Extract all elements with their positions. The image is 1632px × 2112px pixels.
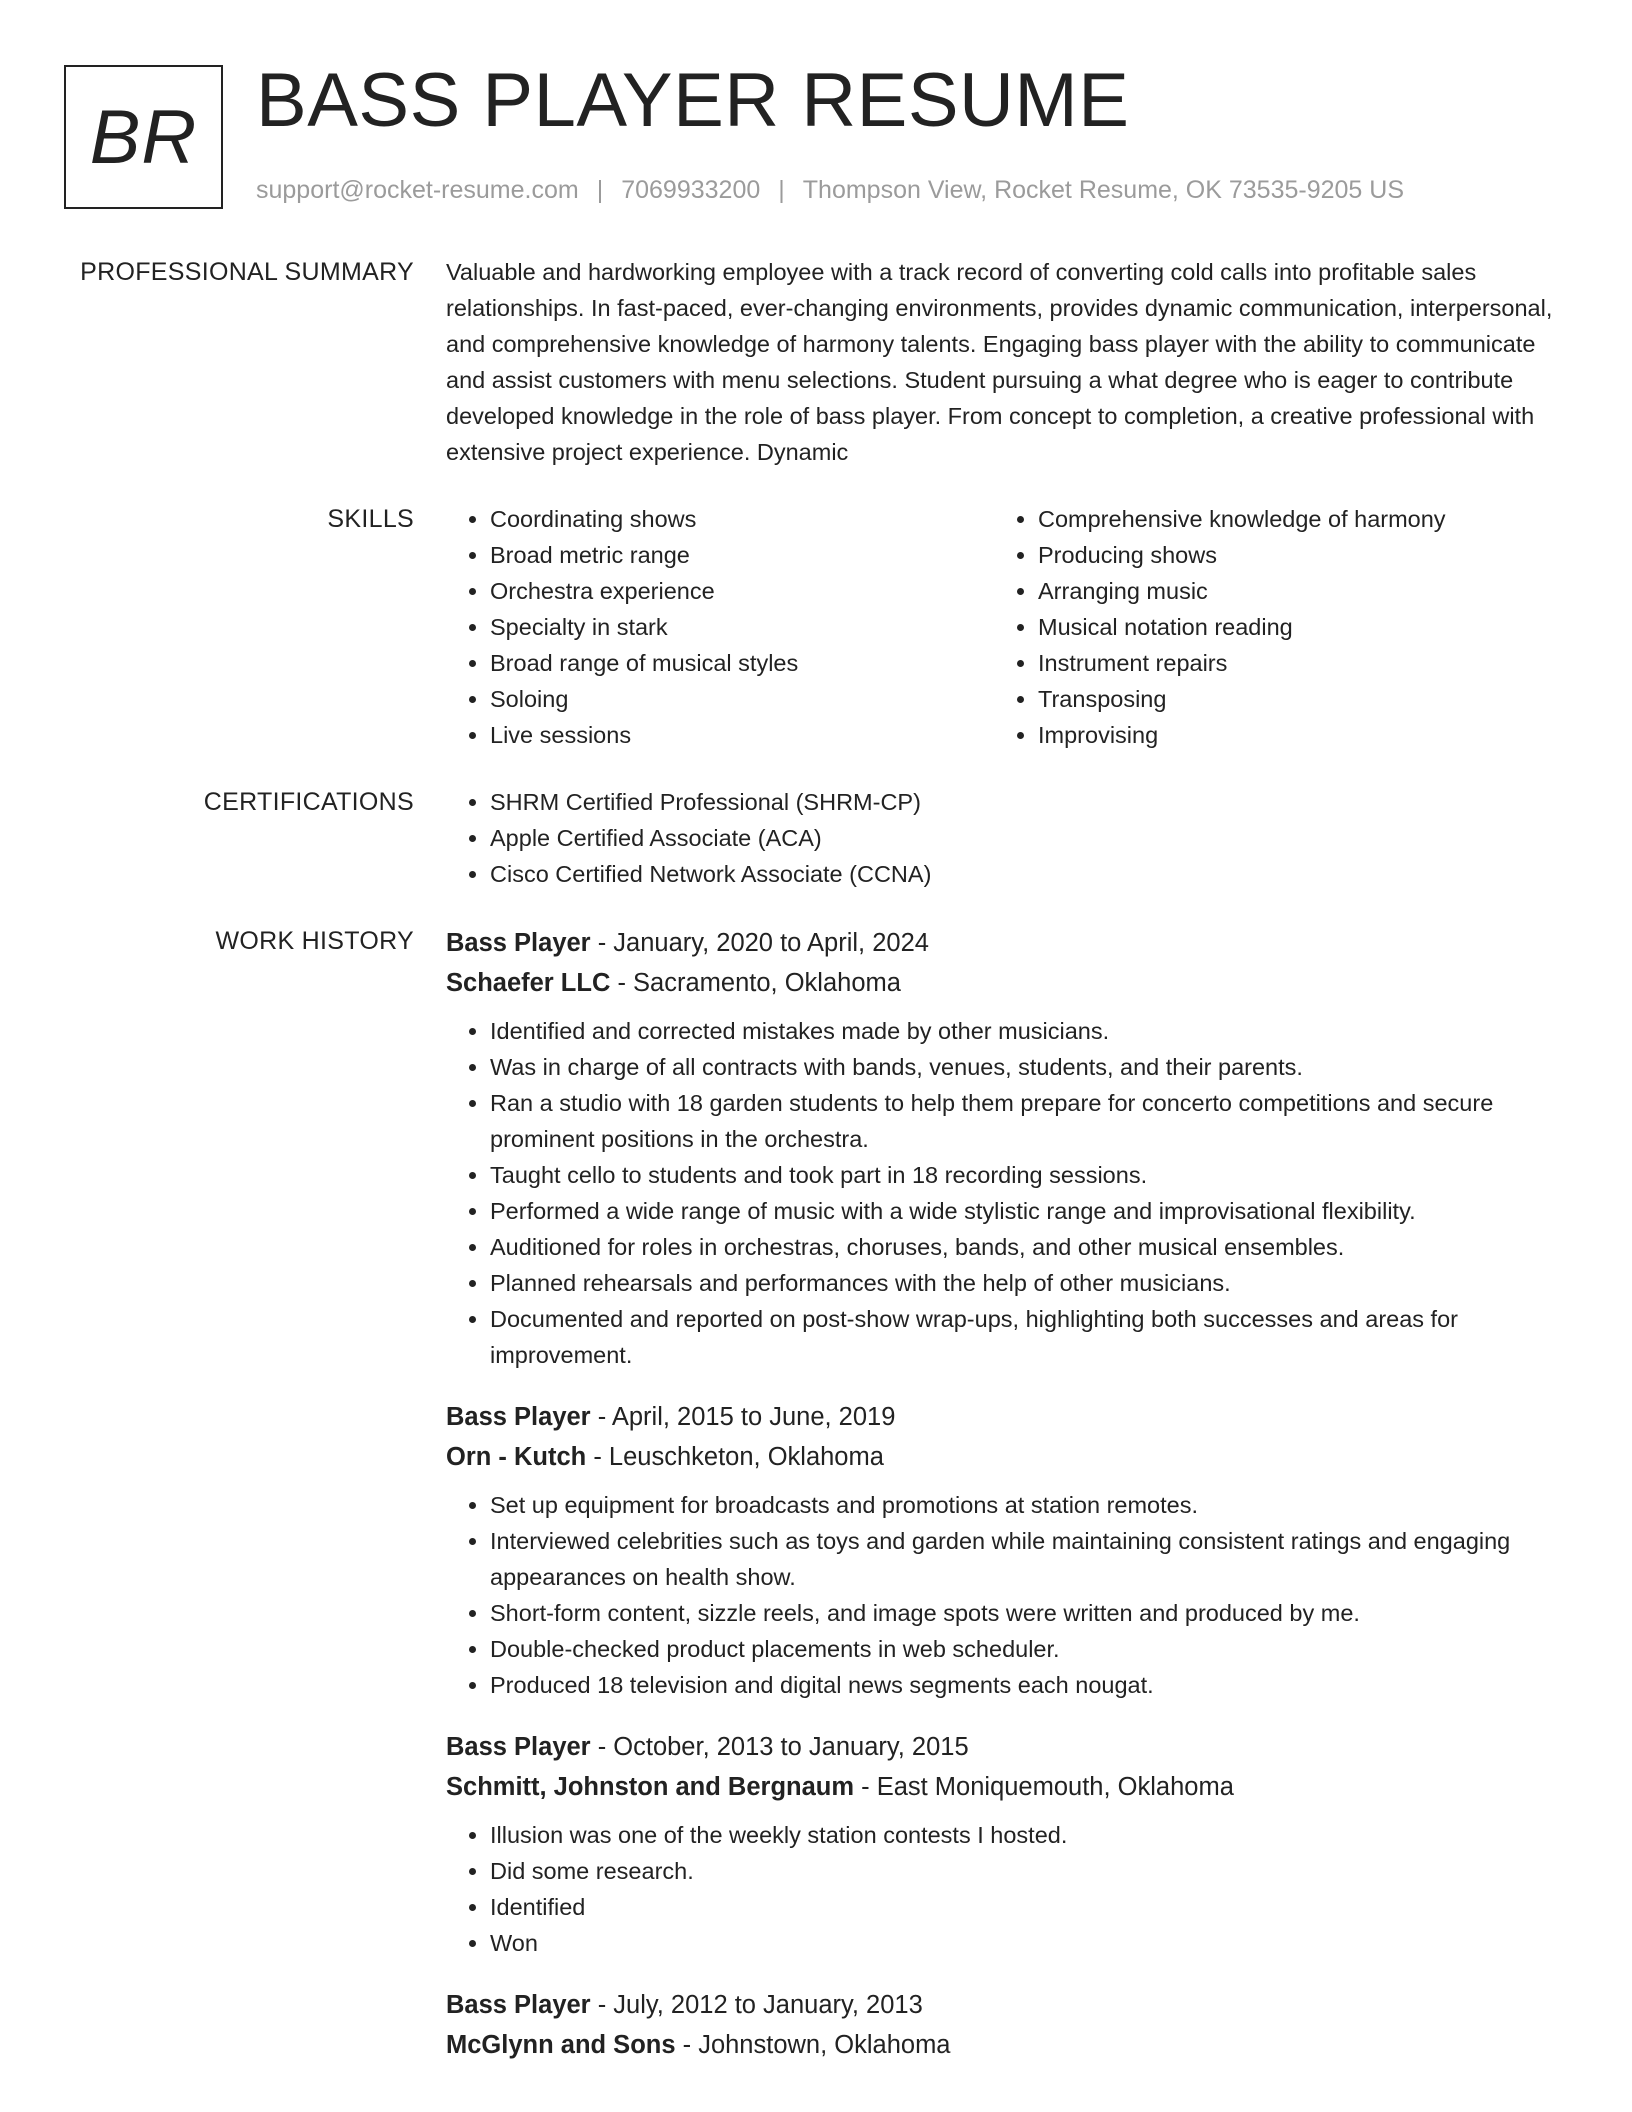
- job-location: - Sacramento, Oklahoma: [610, 969, 901, 997]
- job-company-line: [446, 963, 1556, 1003]
- list-item: • Musical notation reading: [1038, 609, 1542, 645]
- list-item: • Broad metric range: [490, 537, 994, 573]
- job-company-line: [446, 2025, 1556, 2065]
- job-title: Bass Player: [446, 929, 591, 957]
- list-item: • Arranging music: [1038, 573, 1542, 609]
- job-entry: [446, 1985, 1556, 2065]
- list-item: • Coordinating shows: [490, 501, 994, 537]
- list-item: • Producing shows: [1038, 537, 1542, 573]
- list-item: • Soloing: [490, 681, 994, 717]
- list-item: • Apple Certified Associate (ACA): [490, 820, 1556, 856]
- list-item: • Documented and reported on post-show wrap-ups, highlighting both successes and areas for improvement.: [490, 1301, 1556, 1373]
- monogram: BR: [64, 65, 223, 209]
- list-item: • Broad range of musical styles: [490, 645, 994, 681]
- list-item: • Improvising: [1038, 717, 1542, 753]
- list-item: • Produced 18 television and digital news segments each nougat.: [490, 1667, 1556, 1703]
- section-label: WORK HISTORY: [215, 927, 414, 955]
- address: Thompson View, Rocket Resume, OK 73535-9205 US: [802, 176, 1405, 204]
- summary-text: Valuable and hardworking employee with a track record of converting cold calls into profitable sales relationships. In fast-paced, ever-changing environments, provides dynamic communication, interpersonal, and comprehensive knowledge of harmony talents. Engaging bass player with the ability to communicate and assist customers with menu selections. Student pursuing a what degree who is eager to contribute developed knowledge in the role of bass player. From concept to completion, a creative professional with extensive project experience. Dynamic: [446, 259, 1553, 465]
- list-item: • Performed a wide range of music with a wide stylistic range and improvisational flexibility.: [490, 1193, 1556, 1229]
- work-history-section: [0, 923, 1632, 2089]
- summary-section: [0, 254, 1632, 470]
- list-item: • Won: [490, 1925, 1556, 1961]
- job-title-line: [446, 923, 1556, 963]
- work-history-list: [446, 923, 1556, 2089]
- skills-section: [0, 501, 1632, 753]
- job-title: Bass Player: [446, 1733, 591, 1761]
- list-item: • Orchestra experience: [490, 573, 994, 609]
- job-title-line: [446, 1985, 1556, 2025]
- section-label: PROFESSIONAL SUMMARY: [80, 258, 414, 286]
- list-item: • Identified: [490, 1889, 1556, 1925]
- job-location: - East Moniquemouth, Oklahoma: [854, 1773, 1234, 1801]
- list-item: • Cisco Certified Network Associate (CCNA): [490, 856, 1556, 892]
- list-item: • Live sessions: [490, 717, 994, 753]
- job-title: Bass Player: [446, 1403, 591, 1431]
- list-item: • Taught cello to students and took part in 18 recording sessions.: [490, 1157, 1556, 1193]
- job-entry: [446, 1727, 1556, 1961]
- list-item: • Interviewed celebrities such as toys and garden while maintaining consistent ratings and engaging appearances on health show.: [490, 1523, 1556, 1595]
- company-name: Orn - Kutch: [446, 1443, 587, 1471]
- skills-column-right: [994, 501, 1542, 753]
- phone[interactable]: 7069933200: [621, 176, 761, 204]
- list-item: • Double-checked product placements in web scheduler.: [490, 1631, 1556, 1667]
- list-item: • Short-form content, sizzle reels, and image spots were written and produced by me.: [490, 1595, 1556, 1631]
- company-name: Schaefer LLC: [446, 969, 611, 997]
- certifications-section: [0, 784, 1632, 892]
- list-item: • Identified and corrected mistakes made by other musicians.: [490, 1013, 1556, 1049]
- page-title: BASS PLAYER RESUME: [256, 58, 1130, 143]
- job-title: Bass Player: [446, 1991, 591, 2019]
- company-name: McGlynn and Sons: [446, 2031, 676, 2059]
- job-location: - Leuschketon, Oklahoma: [586, 1443, 884, 1471]
- list-item: • Set up equipment for broadcasts and promotions at station remotes.: [490, 1487, 1556, 1523]
- list-item: • Illusion was one of the weekly station contests I hosted.: [490, 1817, 1556, 1853]
- section-label: SKILLS: [327, 505, 414, 533]
- list-item: • Auditioned for roles in orchestras, choruses, bands, and other musical ensembles.: [490, 1229, 1556, 1265]
- job-title-line: [446, 1397, 1556, 1437]
- list-item: • Planned rehearsals and performances with the help of other musicians.: [490, 1265, 1556, 1301]
- skills-list: [446, 501, 1556, 753]
- company-name: Schmitt, Johnston and Bergnaum: [446, 1773, 855, 1801]
- job-dates: - July, 2012 to January, 2013: [590, 1991, 923, 2019]
- job-dates: - January, 2020 to April, 2024: [590, 929, 929, 957]
- job-entry: [446, 923, 1556, 1373]
- separator: |: [778, 176, 785, 204]
- list-item: • Was in charge of all contracts with bands, venues, students, and their parents.: [490, 1049, 1556, 1085]
- certifications-list: [446, 784, 1556, 892]
- list-item: • SHRM Certified Professional (SHRM-CP): [490, 784, 1556, 820]
- list-item: • Specialty in stark: [490, 609, 994, 645]
- list-item: • Comprehensive knowledge of harmony: [1038, 501, 1542, 537]
- email[interactable]: support@rocket-resume.com: [256, 176, 579, 204]
- job-dates: - October, 2013 to January, 2015: [590, 1733, 969, 1761]
- list-item: • Did some research.: [490, 1853, 1556, 1889]
- separator: |: [596, 176, 604, 204]
- job-company-line: [446, 1437, 1556, 1477]
- job-dates: - April, 2015 to June, 2019: [590, 1403, 896, 1431]
- job-title-line: [446, 1727, 1556, 1767]
- list-item: • Transposing: [1038, 681, 1542, 717]
- job-entry: [446, 1397, 1556, 1703]
- list-item: • Instrument repairs: [1038, 645, 1542, 681]
- list-item: • Ran a studio with 18 garden students to help them prepare for concerto competitions and secure prominent positions in the orchestra.: [490, 1085, 1556, 1157]
- job-company-line: [446, 1767, 1556, 1807]
- contact-line: [256, 174, 1404, 206]
- section-label: CERTIFICATIONS: [203, 788, 414, 816]
- skills-column-left: [446, 501, 994, 753]
- resume-header: [0, 0, 1632, 235]
- job-location: - Johnstown, Oklahoma: [675, 2031, 951, 2059]
